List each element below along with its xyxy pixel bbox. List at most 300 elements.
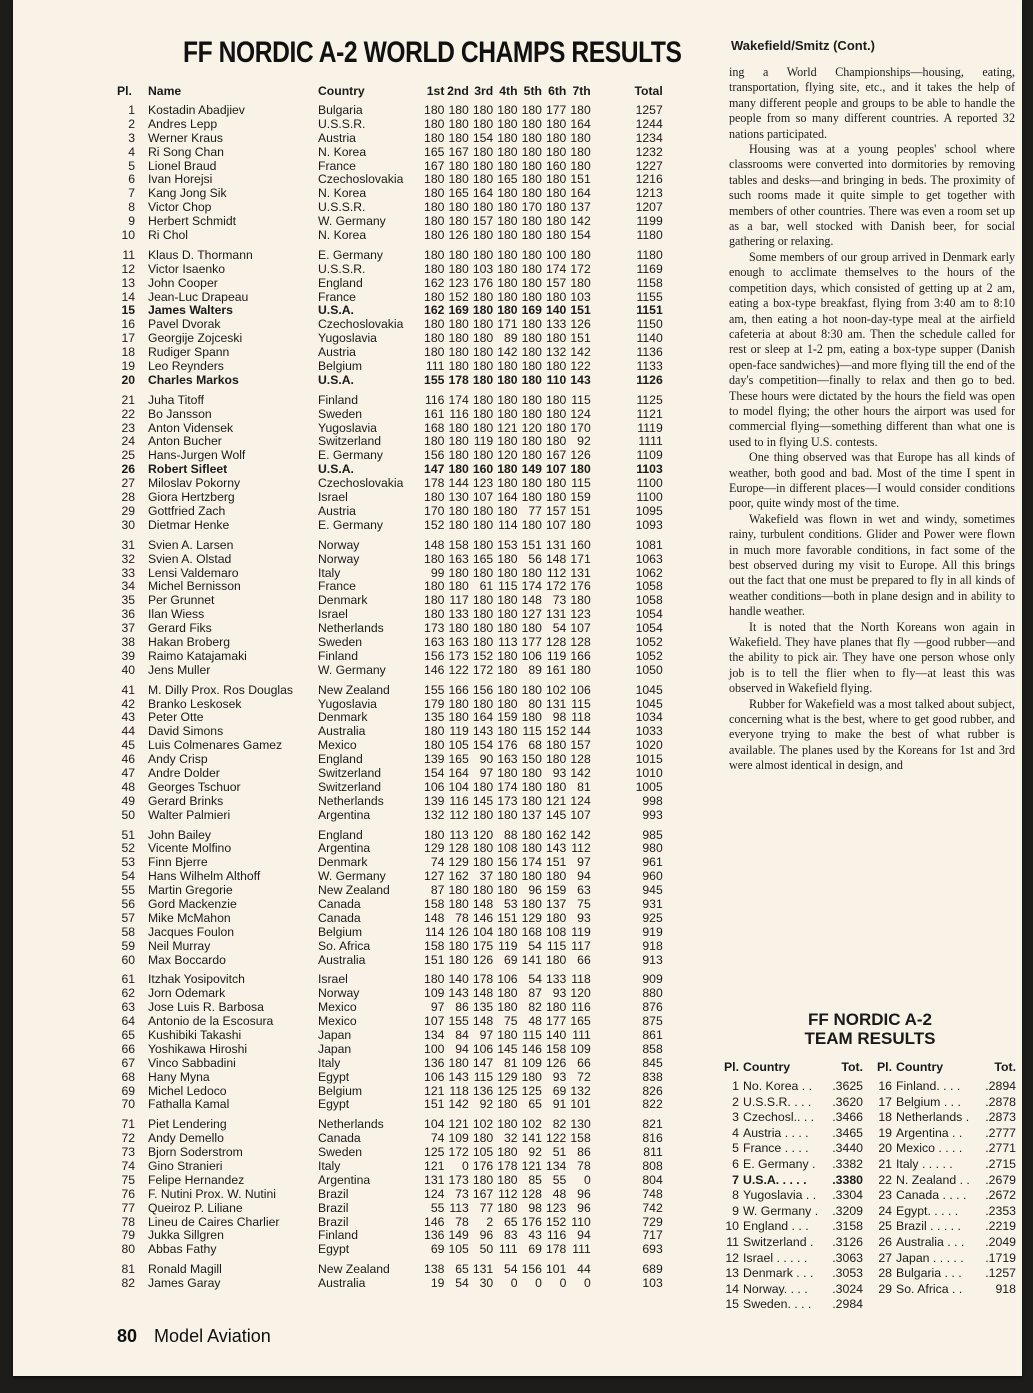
cell-round-2: 180 [448,1055,469,1070]
cell-total: 1125 [636,392,663,407]
cell-round-7: 180 [570,130,591,145]
cell-name: Ri Chol [148,228,188,243]
cell-round-2: 180 [448,345,469,360]
table-row [117,1118,707,1132]
team-country: No. Korea . . [743,1079,813,1093]
cell-place: 63 [121,1000,135,1015]
cell-round-3: 180 [472,696,494,711]
cell-name: Gord Mackenzie [148,896,237,911]
cell-round-6: 93 [552,986,567,1001]
table-row [117,187,707,201]
table-row [117,263,707,277]
team-place: 12 [725,1250,739,1265]
cell-country: France [318,579,356,594]
team-place: 29 [878,1281,892,1296]
cell-country: Denmark [318,593,368,608]
cell-place: 49 [121,793,135,808]
cell-round-1: 180 [424,130,445,145]
article-paragraph: ing a World Championships—housing, eating, transportation, flying site, etc., and it takes the help of many different people and groups to be able to handle the people from so many different countries. A reported 32 nations participated. [729,65,1015,141]
table-row [117,491,707,505]
cell-total: 1126 [636,372,663,387]
team-country: Israel . . . . . [743,1250,808,1265]
cell-total: 1109 [636,448,663,463]
cell-country: Belgium [318,359,363,374]
cell-round-3: 178 [472,972,494,987]
cell-country: Argentina [318,841,371,856]
cell-round-5: 128 [521,1186,542,1201]
cell-total: 1158 [636,275,663,290]
cell-country: Czechoslovakia [318,476,404,491]
cell-total: 1052 [635,634,663,649]
cell-round-2: 155 [448,1014,469,1029]
cell-place: 30 [121,517,135,532]
cell-place: 36 [121,607,135,622]
team-place: 19 [878,1125,892,1140]
cell-round-5: 69 [528,1242,542,1257]
table-row [117,318,707,332]
cell-round-6: 123 [546,1200,567,1215]
table-row [117,360,707,374]
cell-round-5: 85 [528,1172,542,1187]
cell-place: 5 [128,158,135,173]
team-place: 24 [878,1203,892,1218]
cell-name: Gottfried Zach [148,503,226,518]
cell-country: Norway [318,537,360,552]
cell-round-4: 180 [497,924,518,939]
team-total: .2219 [985,1219,1016,1234]
cell-place: 74 [121,1159,135,1174]
cell-round-4: 180 [497,1172,518,1187]
cell-round-5: 109 [521,1055,542,1070]
table-row [117,1029,707,1043]
team-place: 17 [878,1094,892,1109]
table-row [117,249,707,263]
cell-country: Czechoslovakia [318,317,404,332]
cell-round-4: 180 [497,682,518,697]
cell-country: France [318,158,356,173]
cell-round-2: 0 [462,1159,469,1174]
cell-country: Australia [318,952,366,967]
cell-round-5: 180 [521,116,542,131]
cell-round-2: 126 [448,228,469,243]
cell-round-6: 180 [546,392,567,407]
cell-round-4: 83 [504,1228,518,1243]
cell-country: E. Germany [318,247,384,262]
team-country: Netherlands . [896,1110,970,1125]
cell-name: Victor Chop [148,200,212,215]
cell-place: 7 [128,186,135,201]
cell-round-2: 180 [448,331,469,346]
cell-country: Austria [318,130,356,145]
cell-round-3: 176 [472,1159,494,1174]
cell-name: Yoshikawa Hiroshi [148,1041,248,1056]
cell-total: 816 [642,1131,663,1146]
team-row [870,1095,1023,1111]
cell-round-4: 75 [504,1014,518,1029]
team-row [870,1266,1023,1282]
cell-total: 1103 [636,462,663,477]
cell-round-2: 178 [448,372,469,387]
cell-place: 40 [121,662,135,677]
cell-round-3: 104 [472,924,494,939]
cell-place: 39 [121,648,135,663]
cell-round-4: 180 [497,392,518,407]
cell-round-3: 180 [472,372,494,387]
cell-total: 1140 [636,331,663,346]
cell-round-1: 131 [424,1172,445,1187]
team-row [717,1266,870,1282]
cell-country: Finland [318,1228,358,1243]
cell-round-4: 180 [497,144,518,159]
team-total: .3126 [832,1234,863,1249]
cell-round-2: 73 [455,1186,469,1201]
cell-name: Vinco Sabbadini [148,1055,236,1070]
cell-place: 26 [121,462,135,477]
cell-round-2: 180 [448,200,469,215]
cell-round-4: 112 [498,1186,518,1201]
cell-round-5: 80 [528,696,542,711]
cell-round-4: 156 [497,855,518,870]
cell-total: 993 [642,807,663,822]
cell-name: Gino Stranieri [148,1159,223,1174]
cell-country: N. Korea [318,144,367,159]
cell-total: 1111 [638,434,663,449]
cell-round-5: 180 [521,827,542,842]
cell-round-7: 142 [570,827,591,842]
cell-name: Kushibiki Takashi [148,1028,242,1042]
cell-place: 67 [121,1055,135,1070]
cell-name: Ri Song Chan [148,144,224,159]
cell-round-1: 180 [424,214,445,229]
cell-country: Austria [318,503,356,518]
cell-round-3: 180 [472,247,494,262]
cell-round-3: 180 [472,317,494,332]
cell-place: 44 [121,724,135,739]
cell-total: 1244 [635,116,663,131]
cell-total: 742 [642,1200,663,1215]
cell-round-3: 180 [472,144,494,159]
cell-country: Belgium [318,1083,363,1098]
cell-total: 1062 [635,565,663,580]
cell-name: Georgije Zojceski [148,331,243,346]
cell-round-2: 78 [455,910,469,925]
cell-total: 822 [642,1097,663,1112]
cell-total: 838 [642,1069,663,1084]
cell-round-4: 106 [497,972,518,987]
cell-name: Kostadin Abadjiev [148,103,245,117]
cell-country: Sweden [318,1145,363,1160]
team-country: Mexico . . . . [896,1141,963,1156]
cell-country: France [318,289,356,304]
cell-round-5: 68 [528,738,542,753]
team-table-header [717,1060,870,1079]
cell-country: Austria [318,345,356,360]
cell-round-1: 168 [424,420,445,435]
cell-round-4: 180 [497,200,518,215]
team-place: 26 [878,1234,892,1249]
table-row [117,664,707,678]
cell-round-6: 134 [546,1159,567,1174]
team-total: .2672 [985,1188,1016,1203]
cell-round-5: 120 [521,420,542,435]
cell-total: 1034 [635,710,663,725]
cell-country: Finland [318,648,358,663]
cell-name: Abbas Fathy [148,1242,217,1257]
cell-total: 961 [642,855,663,870]
cell-round-1: 151 [424,952,445,967]
cell-round-4: 153 [497,537,518,552]
team-total: .2771 [985,1141,1016,1156]
cell-round-6: 148 [546,551,567,566]
cell-total: 1180 [636,228,663,243]
cell-round-7: 0 [583,1172,591,1187]
cell-round-3: 180 [472,406,494,421]
cell-round-6: 108 [546,924,567,939]
cell-round-1: 179 [424,696,445,711]
team-results [717,1010,1023,1313]
cell-round-6: 100 [546,247,567,262]
cell-round-1: 97 [430,1000,445,1015]
cell-round-6: 180 [546,476,567,491]
cell-round-7: 86 [577,1145,591,1160]
cell-round-1: 135 [424,710,445,725]
cell-country: Canada [318,1131,361,1146]
cell-round-7: 107 [570,621,591,636]
cell-total: 919 [642,924,663,939]
cell-total: 826 [642,1083,663,1098]
cell-round-5: 87 [528,986,542,1001]
team-country: Canada . . . . [896,1188,967,1203]
cell-round-2: 173 [448,648,469,663]
cell-name: Klaus D. Thormann [148,247,253,262]
team-row [717,1141,870,1157]
cell-place: 81 [121,1262,135,1277]
cell-round-4: 178 [497,1159,518,1174]
table-row [117,539,707,553]
team-total: .2894 [985,1079,1016,1093]
cell-name: Jukka Sillgren [148,1228,224,1243]
table-row [117,1085,707,1099]
cell-round-2: 180 [448,261,469,276]
cell-round-6: 93 [552,1069,567,1084]
cell-round-3: 180 [472,289,494,304]
cell-round-5: 180 [521,186,542,201]
cell-round-5: 115 [522,724,542,739]
cell-name: Pavel Dvorak [148,317,221,332]
table-row [117,215,707,229]
cell-total: 1063 [635,551,663,566]
cell-round-3: 165 [472,551,494,566]
cell-total: 821 [642,1117,663,1132]
table-row [117,1132,707,1146]
cell-place: 38 [121,634,135,649]
table-row [117,291,707,305]
table-row [117,725,707,739]
cell-place: 27 [121,476,135,491]
cell-round-2: 123 [448,275,469,290]
cell-round-6: 180 [546,200,567,215]
cell-round-5: 92 [528,1145,542,1160]
cell-total: 1119 [637,420,663,435]
cell-round-1: 158 [424,896,445,911]
cell-round-4: 129 [497,1069,518,1084]
cell-round-2: 180 [448,434,469,449]
cell-round-5: 82 [528,1000,542,1015]
table-row [117,435,707,449]
cell-round-6: 161 [546,662,567,677]
cell-round-7: 124 [570,406,591,421]
cell-total: 1232 [635,144,663,159]
cell-name: Peter Otte [148,710,204,725]
cell-round-5: 180 [521,247,542,262]
cell-round-1: 121 [424,1159,445,1174]
cell-place: 51 [121,827,135,842]
cell-round-6: 178 [546,1242,567,1257]
cell-country: Mexico [318,738,357,753]
cell-round-5: 180 [521,317,542,332]
table-row [117,277,707,291]
magazine-page [13,0,1022,1376]
team-place: 11 [726,1234,739,1249]
cell-round-5: 43 [528,1228,542,1243]
table-row [117,856,707,870]
cell-round-3: 97 [479,765,494,780]
article-column [729,38,1015,774]
individual-results-table [117,82,707,1291]
cell-name: Walter Palmieri [148,807,231,822]
cell-country: Switzerland [318,434,381,449]
team-country: Egypt. . . . . [896,1203,959,1218]
table-row [117,781,707,795]
cell-round-2: 180 [448,565,469,580]
cell-name: Felipe Hernandez [148,1172,245,1187]
cell-round-4: 180 [497,986,518,1001]
table-row [117,884,707,898]
cell-name: Hans Wilhelm Althoff [148,869,261,884]
cell-round-1: 163 [424,634,445,649]
cell-round-1: 124 [424,1186,445,1201]
cell-total: 875 [642,1014,663,1029]
cell-round-3: 148 [472,986,494,1001]
cell-total: 717 [642,1228,663,1243]
cell-round-3: 180 [472,855,494,870]
cell-place: 65 [121,1028,135,1042]
cell-round-5: 102 [521,1117,542,1132]
cell-round-2: 163 [448,551,469,566]
cell-round-5: 77 [528,503,542,518]
cell-round-5: 151 [521,537,542,552]
cell-round-2: 180 [448,172,469,187]
cell-round-7: 112 [571,841,591,856]
cell-round-4: 180 [497,765,518,780]
cell-total: 1093 [635,517,663,532]
cell-place: 55 [121,883,135,898]
cell-round-7: 157 [570,738,591,753]
cell-round-5: 180 [521,779,542,794]
cell-round-4: 65 [504,1214,518,1229]
cell-round-3: 180 [472,392,494,407]
cell-round-4: 0 [510,1276,518,1291]
cell-total: 945 [642,883,663,898]
cell-round-5: 137 [521,807,542,822]
cell-round-5: 180 [521,841,542,856]
cell-place: 48 [121,779,135,794]
cell-round-6: 107 [546,517,567,532]
cell-round-2: 119 [449,724,469,739]
cell-place: 37 [121,621,135,636]
cell-round-3: 180 [472,779,494,794]
team-place: 14 [725,1281,739,1296]
table-row [117,1229,707,1243]
cell-round-4: 171 [497,317,518,332]
table-row [117,1277,707,1291]
cell-round-7: 66 [577,952,591,967]
cell-round-2: 164 [448,765,469,780]
cell-place: 2 [128,116,135,131]
cell-total: 876 [642,1000,663,1015]
cell-round-5: 146 [521,1041,542,1056]
team-place: 5 [732,1141,739,1156]
team-country: N. Zealand . . [896,1172,970,1187]
cell-name: James Garay [148,1276,221,1291]
cell-name: Juha Titoff [148,392,205,407]
cell-total: 1234 [635,130,663,145]
team-row [870,1110,1023,1126]
cell-round-6: 54 [552,621,567,636]
team-country: U.S.S.R. . . . [743,1094,812,1109]
cell-round-5: 180 [521,359,542,374]
cell-place: 64 [121,1014,135,1029]
cell-round-7: 137 [570,200,591,215]
table-body [117,104,707,1291]
team-row [717,1297,870,1313]
cell-round-3: 180 [472,116,494,131]
team-title-line-2: TEAM RESULTS [804,1029,936,1048]
cell-place: 35 [121,593,135,608]
cell-place: 16 [121,317,135,332]
cell-round-6: 55 [552,1172,567,1187]
cell-round-2: 54 [455,1276,469,1291]
team-total: .3620 [832,1094,863,1109]
cell-round-4: 180 [497,1097,518,1112]
cell-round-1: 180 [424,551,445,566]
cell-total: 1050 [635,662,663,677]
cell-round-2: 143 [448,1069,469,1084]
cell-round-2: 180 [448,448,469,463]
table-row [117,132,707,146]
cell-round-1: 74 [430,855,445,870]
cell-round-7: 158 [570,1131,591,1146]
cell-round-6: 152 [546,1214,567,1229]
cell-round-5: 156 [521,1262,542,1277]
cell-total: 1010 [635,765,663,780]
table-row [117,422,707,436]
cell-name: Jacques Foulon [148,924,235,939]
cell-round-1: 136 [424,1055,445,1070]
team-place: 6 [732,1156,739,1171]
cell-round-2: 180 [448,116,469,131]
cell-round-7: 111 [572,1242,591,1257]
table-row [117,505,707,519]
cell-round-7: 151 [570,172,591,187]
cell-round-4: 53 [504,896,518,911]
cell-round-6: 180 [546,869,567,884]
table-row [117,332,707,346]
cell-place: 69 [121,1083,135,1098]
cell-round-1: 178 [424,476,445,491]
cell-total: 1133 [636,359,663,374]
cell-round-4: 180 [497,565,518,580]
